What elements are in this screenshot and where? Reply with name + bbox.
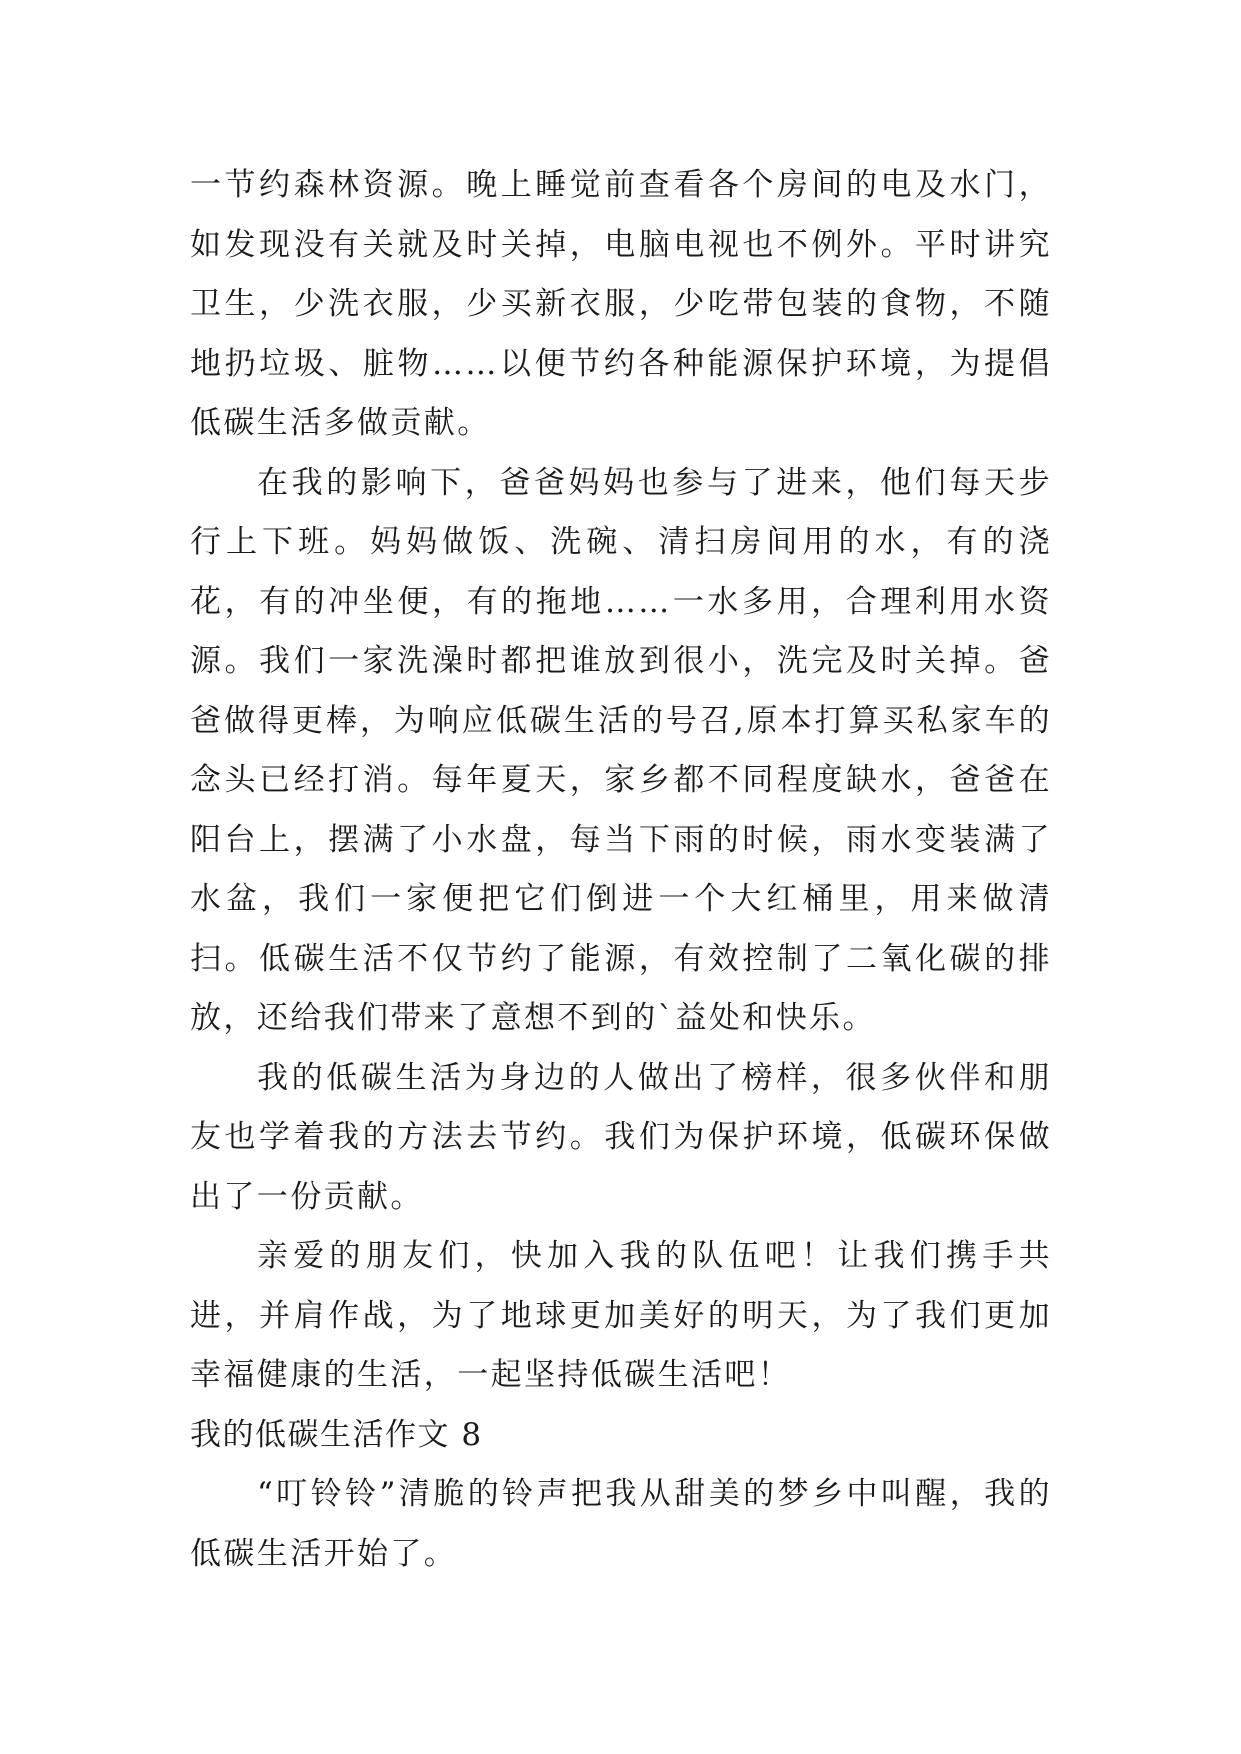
document-body	[190, 156, 1052, 1584]
paragraph: 我的低碳生活为身边的人做出了榜样，很多伙伴和朋友也学着我的方法去节约。我们为保护环境，低碳环保做出了一份贡献。	[190, 1059, 1052, 1215]
paragraph: 在我的影响下，爸爸妈妈也参与了进来，他们每天步行上下班。妈妈做饭、洗碗、清扫房间用的水，有的浇花，有的冲坐便，有的拖地……一水多用，合理利用水资源。我们一家洗澡时都把谁放到很小，洗完及时关掉。爸爸做得更棒，为响应低碳生活的号召,原本打算买私家车的念头已经打消。每年夏天，家乡都不同程度缺水，爸爸在阳台上，摆满了小水盘，每当下雨的时候，雨水变装满了水盆，我们一家便把它们倒进一个大红桶里，用来做清扫。低碳生活不仅节约了能源，有效控制了二氧化碳的排放，还给我们带来了意想不到的`益处和快乐。	[190, 464, 1052, 1036]
paragraph: 亲爱的朋友们，快加入我的队伍吧！让我们携手共进，并肩作战，为了地球更加美好的明天，为了我们更加幸福健康的生活，一起坚持低碳生活吧！	[190, 1238, 1052, 1393]
paragraph: “叮铃铃”清脆的铃声把我从甜美的梦乡中叫醒，我的低碳生活开始了。	[190, 1476, 1052, 1572]
section-heading: 我的低碳生活作文 8	[190, 1416, 483, 1453]
paragraph: 一节约森林资源。晚上睡觉前查看各个房间的电及水门，如发现没有关就及时关掉，电脑电视也不例外。平时讲究卫生，少洗衣服，少买新衣服，少吃带包装的食物，不随地扔垃圾、脏物……以便节约各种能源保护环境，为提倡低碳生活多做贡献。	[190, 167, 1052, 441]
